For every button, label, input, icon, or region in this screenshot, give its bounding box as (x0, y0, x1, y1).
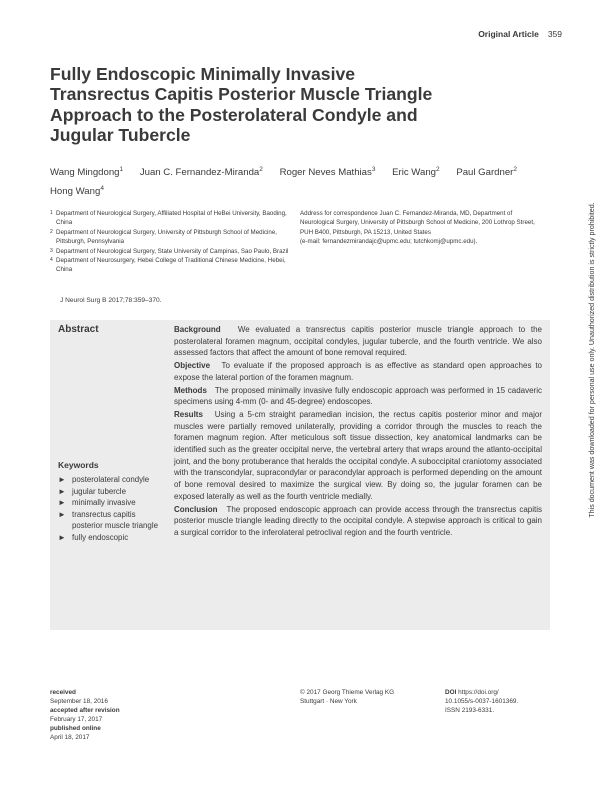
abstract-conclusion: Conclusion The proposed endoscopic approach can provide access through the transrectus capitis posterior muscle triangle leading directly to the occipital condyle. A stepwise approach is critical to gain a surgical corridor to the inferolateral petroclival region and the fourth ventricle. (174, 504, 542, 537)
article-title: Fully Endoscopic Minimally Invasive Transrectus Capitis Posterior Muscle Triangle Approach to the Posterolateral Condyle and Jugular Tubercle (50, 64, 433, 146)
abstract-results: Results Using a 5-cm straight paramedian incision, the rectus capitis posterior minor and major muscles were partially removed unilaterally, providing a corridor through the muscles to reach the foramen magnum region. After meticulous soft tissue dissection, key anatomical landmarks can be identified such as the greater occipital nerve, the vertebral artery that wraps around the atlanto-occipital joint, and the bony protuberance that heralds the occipital condyle. A suboccipital craniotomy associated with the transcondylar, supracondylar or paracondylar approach is performed depending on the amount of bone removal desired to maximize the surgical view. By doing so, the jugular foramen can be exposed laterally as well as the fourth ventricle medially. (174, 409, 542, 501)
keyword-list (58, 474, 168, 544)
article-dates: received September 18, 2016 accepted after revision February 17, 2017 published online April 18, 2017 (50, 689, 120, 741)
abstract-label: Abstract (58, 324, 99, 335)
affiliation: 4 Department of Neurosurgery, Hebei College of Traditional Chinese Medicine, Hebei, China (50, 257, 286, 274)
arrow-icon: ► (58, 486, 66, 496)
abstract-objective: Objective To evaluate if the proposed approach is as effective as standard open approaches to expose the lateral portion of the foramen magnum. (174, 361, 542, 382)
keyword[interactable]: ► minimally invasive (58, 498, 136, 508)
running-header (478, 29, 562, 39)
page-number: 359 (547, 29, 562, 39)
author: Paul Gardner$^2$ (456, 166, 517, 179)
author: Hong Wang$^4$ (50, 184, 104, 197)
publisher-info: © 2017 Georg Thieme Verlag KG Stuttgart · New York (300, 689, 395, 705)
arrow-icon: ► (58, 498, 66, 508)
affiliation: 3 Department of Neurological Surgery, State University of Campinas, Sao Paulo, Brazil (50, 247, 289, 255)
keywords-label: Keywords (58, 460, 99, 470)
author: Roger Neves Mathias$^3$ (279, 166, 376, 179)
arrow-icon: ► (58, 509, 66, 519)
abstract-methods: Methods The proposed minimally invasive fully endoscopic approach was performed in 15 cadaveric specimens using 4-mm (0- and 45-degree) endoscopes. (174, 385, 542, 407)
affiliation: 2 Department of Neurological Surgery, University of Pittsburgh School of Medicine, Pittsburgh, Pennsylvania (50, 228, 278, 246)
author-list (50, 162, 550, 199)
arrow-icon: ► (58, 475, 66, 484)
keyword[interactable]: ► posterolateral condyle (58, 475, 150, 484)
abstract-background: Background We evaluated a transrectus capitis posterior muscle triangle approach to the posterolateral foramen magnum, occipital condyles, jugular tubercle, and the fourth ventricle. We also assessed factors that affect the amount of bone removal required. (174, 325, 543, 358)
correspondence-label: Address for correspondence (300, 210, 378, 217)
abstract-text (174, 324, 542, 540)
correspondence (300, 209, 535, 247)
citation: J Neurol Surg B 2017;78:359–370. (60, 297, 162, 304)
author: Wang Mingdong$^1$ (50, 166, 124, 179)
arrow-icon: ► (58, 532, 66, 542)
correspondence-text: Juan C. Fernandez-Miranda, MD, Department of Neurological Surgery, University of Pittsburgh School of Medicine, 200 Lothrop Street, PUH B400, Pittsburgh, PA 15213, United States (300, 210, 535, 236)
doi-info: DOI https://doi.org/ 10.1055/s-0037-1601369. ISSN 2193-6331. (445, 689, 519, 714)
keyword[interactable]: ► fully endoscopic (58, 532, 129, 542)
author: Eric Wang$^2$ (392, 166, 440, 179)
correspondence-email[interactable]: (e-mail: fernandezmirandajc@upmc.edu; tutchkomj@upmc.edu). (300, 238, 478, 246)
keyword[interactable]: ► jugular tubercle (58, 486, 126, 496)
affiliations (50, 209, 290, 275)
section-label: Original Article (478, 29, 539, 39)
keyword[interactable]: ► transrectus capitis posterior muscle triangle (58, 509, 158, 531)
doi-link[interactable]: https://doi.org/ (458, 689, 499, 696)
author: Juan C. Fernandez-Miranda$^2$ (139, 166, 263, 179)
affiliation: 1 Department of Neurological Surgery, Affiliated Hospital of HeBei University, Baoding, China (50, 210, 287, 227)
